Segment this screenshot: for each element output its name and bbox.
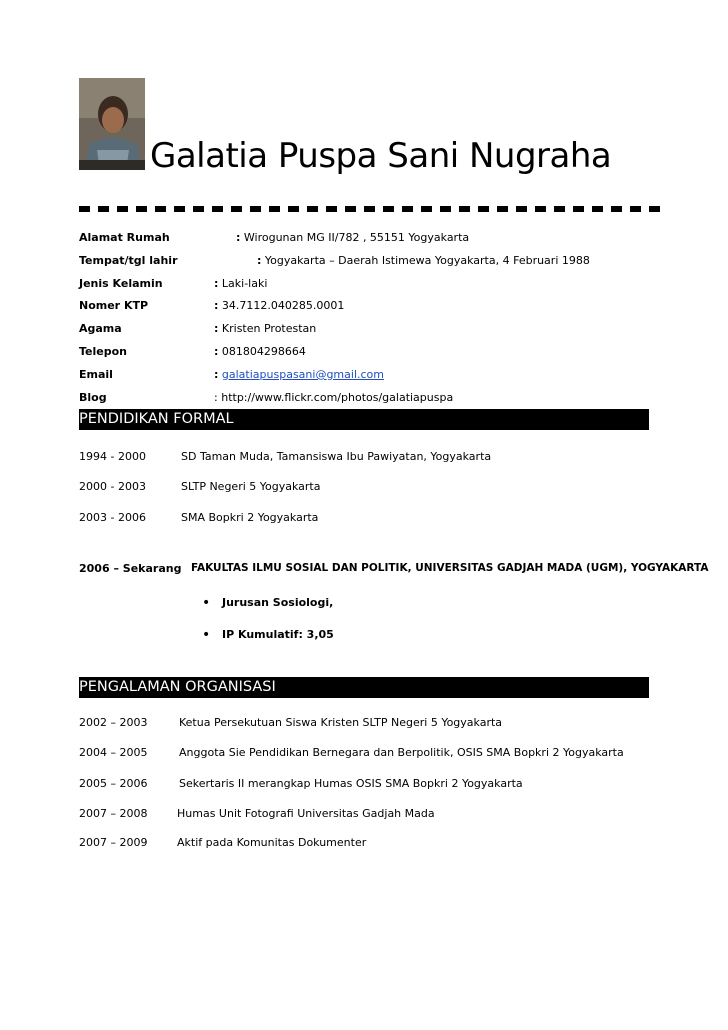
education-detail: Jurusan Sosiologi, bbox=[222, 596, 334, 609]
candidate-name: Galatia Puspa Sani Nugraha bbox=[150, 136, 612, 176]
education-desc: SD Taman Muda, Tamansiswa Ibu Pawiyatan, Yogyakarta bbox=[181, 450, 492, 463]
section-title: PENDIDIKAN FORMAL bbox=[79, 411, 234, 427]
colon: : bbox=[236, 231, 241, 244]
organization-year: 2004 – 2005 bbox=[79, 746, 148, 759]
organization-desc: Sekertaris II merangkap Humas OSIS SMA Bopkri 2 Yogyakarta bbox=[179, 777, 523, 790]
email-link[interactable]: galatiapuspasani@gmail.com bbox=[221, 368, 384, 381]
value-ktp bbox=[214, 299, 344, 312]
education-year: 2000 - 2003 bbox=[79, 480, 146, 493]
education-desc: FAKULTAS ILMU SOSIAL DAN POLITIK, UNIVERSITAS GADJAH MADA (UGM), YOGYAKARTA bbox=[191, 562, 709, 574]
value-text: 34.7112.040285.0001 bbox=[221, 299, 345, 312]
education-year: 2006 – Sekarang bbox=[79, 562, 182, 575]
label-ktp: Nomer KTP bbox=[79, 299, 149, 312]
colon: : bbox=[214, 322, 219, 335]
value-text: Laki-laki bbox=[221, 277, 268, 290]
organization-year: 2002 – 2003 bbox=[79, 716, 148, 729]
organization-year: 2005 – 2006 bbox=[79, 777, 148, 790]
value-text: Kristen Protestan bbox=[221, 322, 317, 335]
value-jenis-kelamin bbox=[214, 277, 267, 290]
colon: : bbox=[214, 277, 219, 290]
education-year: 2003 - 2006 bbox=[79, 511, 146, 524]
label-ttl: Tempat/tgl lahir bbox=[79, 254, 178, 267]
education-year: 1994 - 2000 bbox=[79, 450, 146, 463]
value-ttl bbox=[257, 254, 590, 267]
education-detail: IP Kumulatif: 3,05 bbox=[222, 628, 334, 641]
dashed-divider bbox=[79, 206, 664, 212]
section-header-education bbox=[79, 409, 649, 430]
bullet-icon: • bbox=[202, 627, 211, 643]
organization-desc: Ketua Persekutuan Siswa Kristen SLTP Negeri 5 Yogyakarta bbox=[179, 716, 503, 729]
education-desc: SMA Bopkri 2 Yogyakarta bbox=[181, 511, 319, 524]
value-telepon bbox=[214, 345, 306, 358]
profile-photo bbox=[79, 78, 145, 170]
education-desc: SLTP Negeri 5 Yogyakarta bbox=[181, 480, 321, 493]
organization-desc: Aktif pada Komunitas Dokumenter bbox=[177, 836, 367, 849]
value-text: Wirogunan MG II/782 , 55151 Yogyakarta bbox=[243, 231, 470, 244]
label-agama: Agama bbox=[79, 322, 122, 335]
value-text: Yogyakarta – Daerah Istimewa Yogyakarta, 4 Februari 1988 bbox=[264, 254, 590, 267]
value-alamat bbox=[236, 231, 469, 244]
section-title: PENGALAMAN ORGANISASI bbox=[79, 679, 276, 695]
colon: : bbox=[214, 391, 218, 404]
label-alamat: Alamat Rumah bbox=[79, 231, 170, 244]
value-blog bbox=[214, 391, 453, 404]
value-email bbox=[214, 368, 384, 381]
value-text: 081804298664 bbox=[221, 345, 306, 358]
organization-desc: Humas Unit Fotografi Universitas Gadjah Mada bbox=[177, 807, 435, 820]
blog-url: http://www.flickr.com/photos/galatiapuspa bbox=[221, 391, 454, 404]
bullet-icon: • bbox=[202, 595, 211, 611]
organization-desc: Anggota Sie Pendidikan Bernegara dan Berpolitik, OSIS SMA Bopkri 2 Yogyakarta bbox=[179, 746, 624, 759]
label-email: Email bbox=[79, 368, 113, 381]
colon: : bbox=[214, 299, 219, 312]
section-header-organization bbox=[79, 677, 649, 698]
label-jenis-kelamin: Jenis Kelamin bbox=[79, 277, 163, 290]
label-telepon: Telepon bbox=[79, 345, 127, 358]
label-blog: Blog bbox=[79, 391, 107, 404]
organization-year: 2007 – 2009 bbox=[79, 836, 148, 849]
colon: : bbox=[257, 254, 262, 267]
colon: : bbox=[214, 368, 219, 381]
colon: : bbox=[214, 345, 219, 358]
person-photo-icon bbox=[79, 78, 145, 170]
organization-year: 2007 – 2008 bbox=[79, 807, 148, 820]
value-agama bbox=[214, 322, 316, 335]
